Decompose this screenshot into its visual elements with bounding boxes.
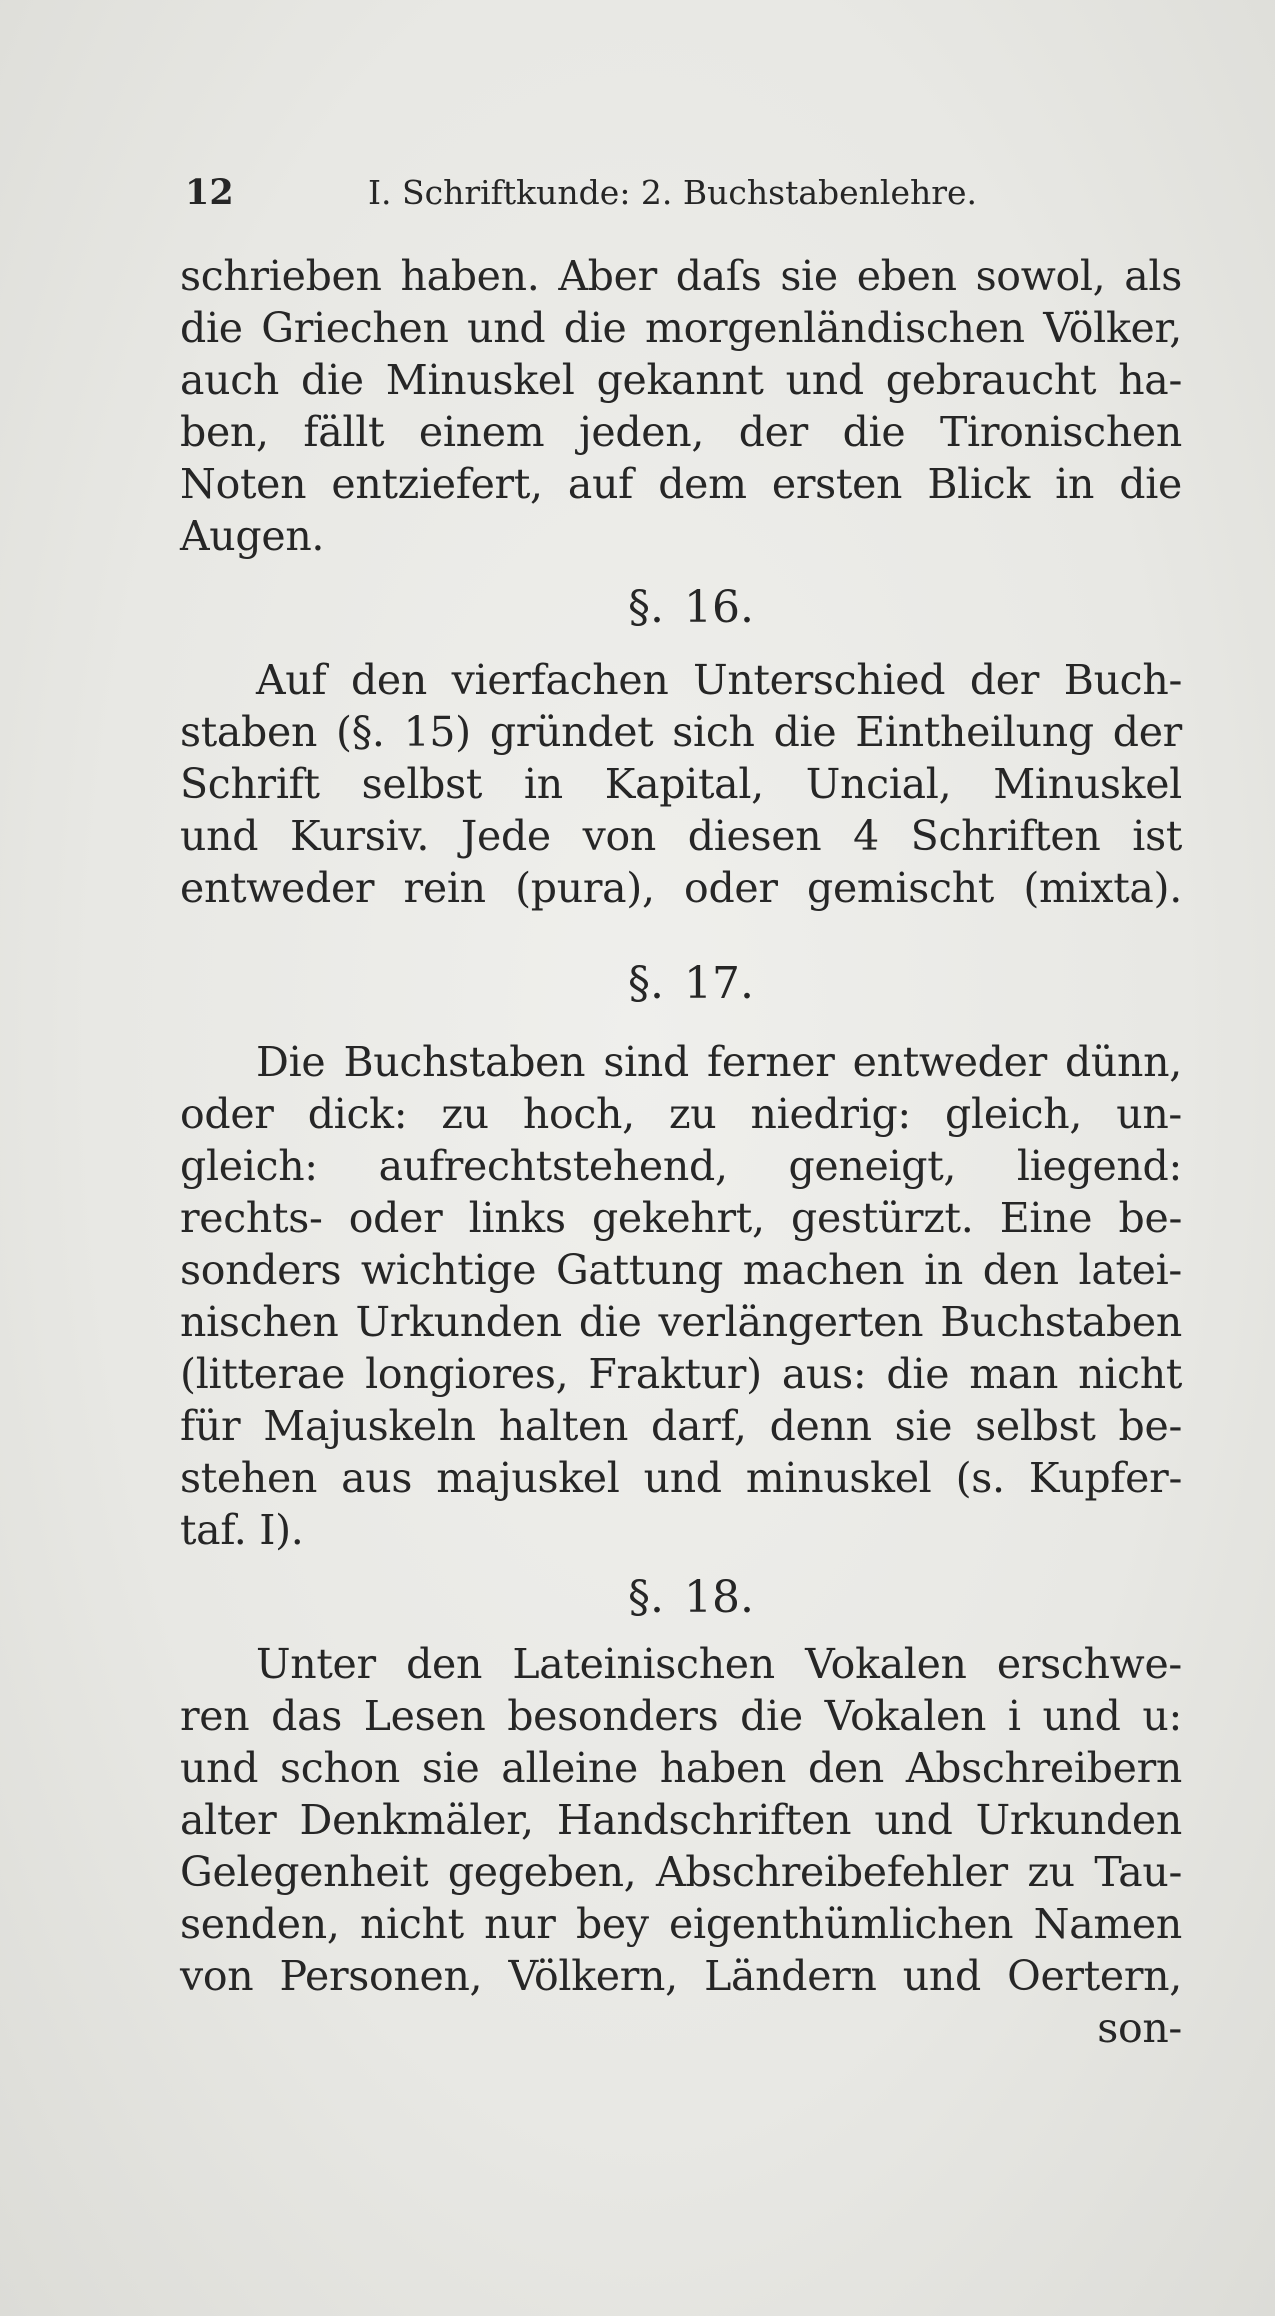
text-line: (litterae longiores, Fraktur) aus: die man nicht (180, 1350, 1182, 1398)
text-line: für Majuskeln halten darf, denn sie selbst be- (180, 1402, 1182, 1450)
section-heading-17 (180, 954, 1182, 1014)
text-line: die Griechen und die morgenländischen Völker, (180, 304, 1182, 352)
text-line: alter Denkmäler, Handschriften und Urkunden (180, 1796, 1182, 1844)
section-sign: §. (628, 582, 664, 633)
text-line: schrieben haben. Aber daſs sie eben sowol, als (180, 252, 1182, 300)
text-line: Noten entziefert, auf dem ersten Blick in die (180, 460, 1182, 508)
text-line: nischen Urkunden die verlängerten Buchstaben (180, 1298, 1182, 1346)
page-number: 12 (185, 172, 234, 213)
section-heading-16 (180, 578, 1182, 638)
text-line: und Kursiv. Jede von diesen 4 Schriften ist (180, 812, 1182, 860)
section-sign: §. (628, 958, 664, 1009)
text-line: Die Buchstaben sind ferner entweder dünn, (256, 1038, 1182, 1086)
text-line: ren das Lesen besonders die Vokalen i und u: (180, 1692, 1182, 1740)
running-title: I. Schriftkunde: 2. Buchstabenlehre. (368, 173, 978, 212)
text-line: sonders wichtige Gattung machen in den latei- (180, 1246, 1182, 1294)
catchword: son- (1097, 2004, 1182, 2052)
text-line: gleich: aufrechtstehend, geneigt, liegend: (180, 1142, 1182, 1190)
section-number: 16. (684, 582, 754, 633)
text-line: Schrift selbst in Kapital, Uncial, Minuskel (180, 760, 1182, 808)
section-number: 17. (684, 958, 754, 1009)
text-line: Gelegenheit gegeben, Abschreibefehler zu Tau- (180, 1848, 1182, 1896)
text-line: von Personen, Völkern, Ländern und Oertern, (180, 1952, 1182, 2000)
text-line: ben, fällt einem jeden, der die Tironischen (180, 408, 1182, 456)
text-line: stehen aus majuskel und minuskel (s. Kupfer- (180, 1454, 1182, 1502)
text-line: auch die Minuskel gekannt und gebraucht ha- (180, 356, 1182, 404)
text-line: oder dick: zu hoch, zu niedrig: gleich, un- (180, 1090, 1182, 1138)
running-head (185, 168, 1030, 218)
section-sign: §. (628, 1572, 664, 1623)
text-line: taf. I). (180, 1506, 304, 1554)
section-number: 18. (684, 1572, 754, 1623)
text-line: rechts- oder links gekehrt, gestürzt. Eine be- (180, 1194, 1182, 1242)
text-line: entweder rein (pura), oder gemischt (mixta). (180, 864, 1182, 912)
section-heading-18 (180, 1568, 1182, 1628)
text-line: Auf den vierfachen Unterschied der Buch- (256, 656, 1182, 704)
text-line: und schon sie alleine haben den Abschreibern (180, 1744, 1182, 1792)
text-line: Augen. (180, 512, 325, 560)
text-line: staben (§. 15) gründet sich die Eintheilung der (180, 708, 1182, 756)
text-line: Unter den Lateinischen Vokalen erschwe- (256, 1640, 1182, 1688)
text-line: senden, nicht nur bey eigenthümlichen Namen (180, 1900, 1182, 1948)
